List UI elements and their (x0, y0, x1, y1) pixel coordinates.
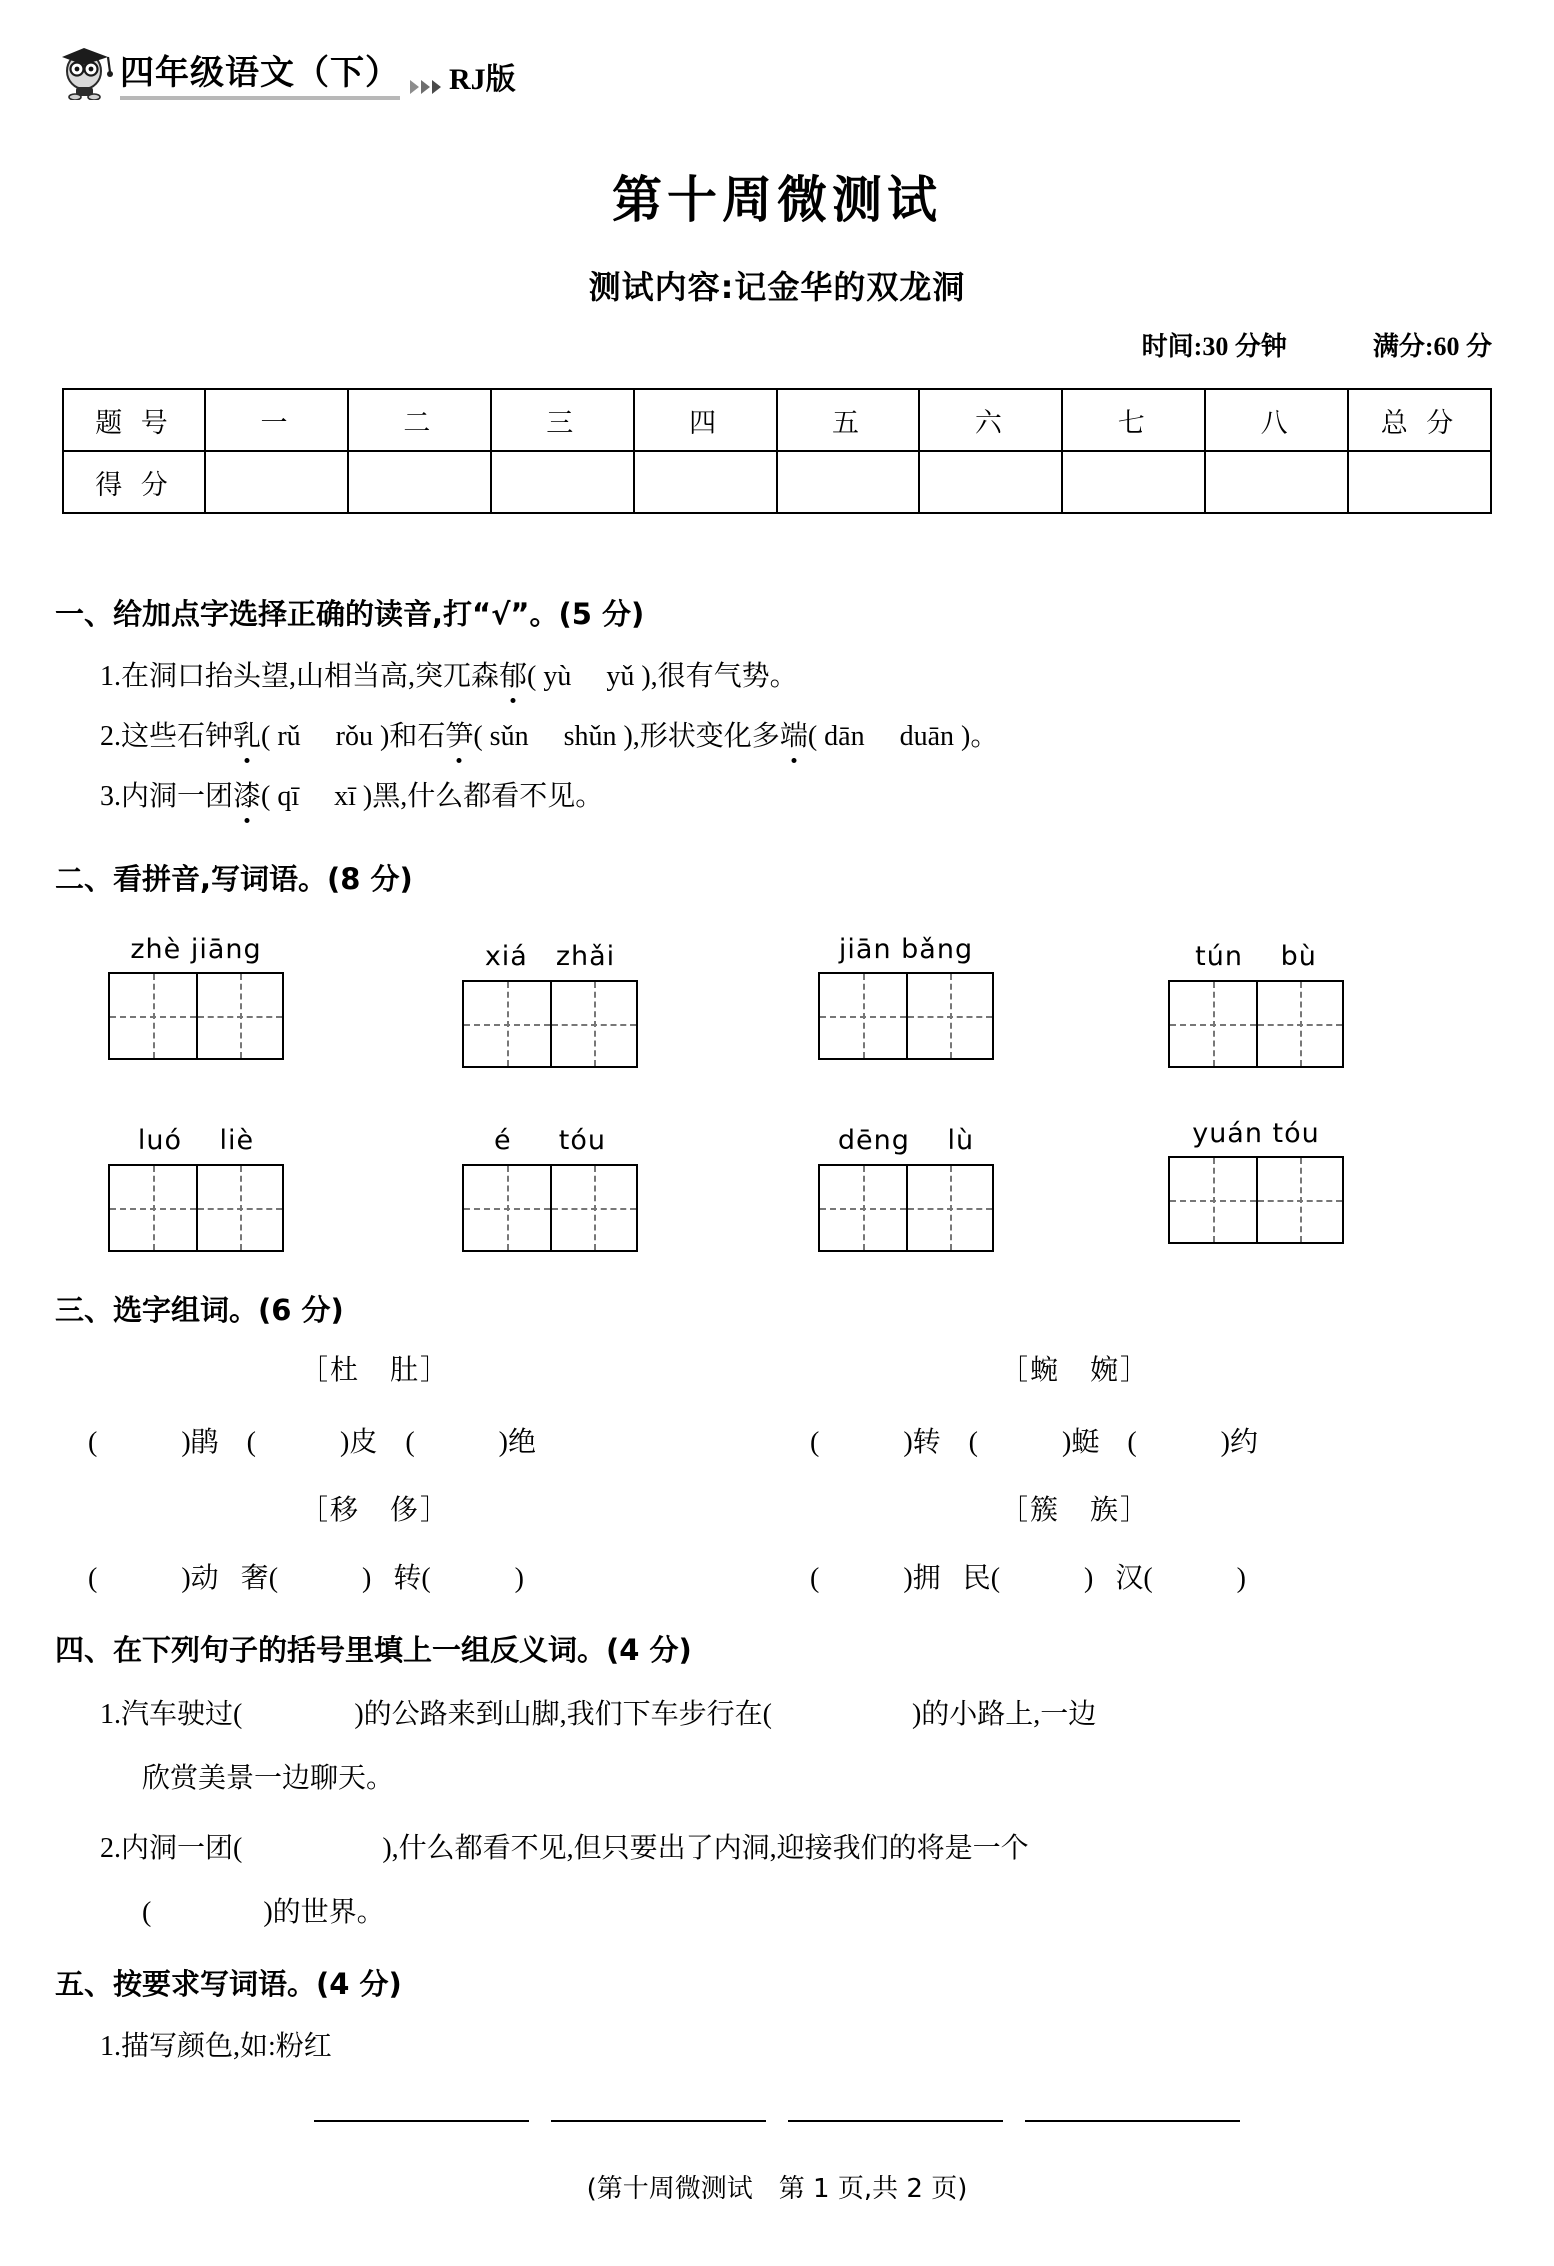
blank-paren[interactable]: ( ) (88, 1563, 191, 1594)
q4-1-text: 汽车驶过( )的公路来到山脚,我们下车步行在( )的小路上,一边 (121, 1699, 1097, 1730)
writing-grid-1[interactable] (108, 972, 284, 1060)
score-cell-6[interactable] (919, 451, 1062, 513)
graduate-mascot-icon (58, 38, 116, 100)
writing-grid-6[interactable] (462, 1164, 638, 1252)
pinyin-label-7: dēng lù (837, 1125, 975, 1156)
footer-rule (788, 2120, 1003, 2122)
q1-1-post: ( yù yǔ ),很有气势。 (527, 661, 798, 692)
chevron-right-icon (410, 80, 419, 94)
score-cell-2[interactable] (348, 451, 491, 513)
q4-1-num: 1. (100, 1699, 121, 1730)
q4-2-num: 2. (100, 1833, 121, 1864)
grid-cell[interactable] (906, 974, 992, 1058)
choose-char-1-3: 绝 (508, 1427, 537, 1458)
choose-row-1 (88, 1420, 536, 1460)
pinyin-label-1: zhè jiāng (130, 934, 262, 965)
score-cell-1[interactable] (205, 451, 348, 513)
writing-grid-2[interactable] (462, 980, 638, 1068)
score-cell-5[interactable] (777, 451, 920, 513)
choose-row-2 (810, 1420, 1258, 1460)
blank-paren[interactable]: ( ) (810, 1427, 913, 1458)
score-cell-4[interactable] (634, 451, 777, 513)
choose-char-4-3: 汉 (1115, 1563, 1144, 1594)
total-score-label: 满分:60 分 (1372, 332, 1492, 361)
q1-3-post: ( qī xī )黑,什么都看不见。 (261, 781, 604, 812)
section-heading-2: 二、看拼音,写词语。(8 分) (55, 862, 413, 896)
pinyin-label-3: jiān bǎng (838, 934, 974, 965)
edition-badge: RJ版 (449, 63, 516, 96)
pinyin-grid-group-6 (462, 1118, 638, 1252)
q1-2-mid2: ( sǔn shǔn ),形状变化多 (473, 721, 780, 752)
header-title-block (120, 54, 400, 100)
page-footer: (第十周微测试 第 1 页,共 2 页) (586, 2174, 968, 2204)
grid-cell[interactable] (550, 1166, 636, 1250)
q1-2-mid: ( rǔ rǒu )和石 (261, 721, 446, 752)
pinyin-label-8: yuán tóu (1192, 1118, 1320, 1149)
section-heading-1: 一、给加点字选择正确的读音,打“√”。(5 分) (55, 597, 645, 631)
writing-grid-3[interactable] (818, 972, 994, 1060)
pinyin-label-6: é tóu (494, 1125, 606, 1156)
col-header-total: 总 分 (1348, 389, 1491, 451)
score-cell-8[interactable] (1205, 451, 1348, 513)
grid-cell[interactable] (110, 974, 196, 1058)
q1-1-num: 1. (100, 661, 121, 692)
col-header-6: 六 (919, 389, 1062, 451)
question-4-2-line1 (100, 1826, 1029, 1866)
page-title: 第十周微测试 (612, 171, 942, 229)
q1-2-pre: 这些石钟 (121, 721, 234, 752)
blank-paren[interactable]: ( ) (990, 1563, 1094, 1594)
q1-3-num: 3. (100, 781, 121, 812)
choose-char-3-3: 转 (393, 1563, 422, 1594)
col-header-7: 七 (1062, 389, 1205, 451)
pinyin-grid-group-2 (462, 934, 638, 1068)
q1-2-num: 2. (100, 721, 121, 752)
time-limit-label: 时间:30 分钟 (1141, 332, 1287, 361)
section-heading-4: 四、在下列句子的括号里填上一组反义词。(4 分) (55, 1633, 692, 1667)
q1-3-pre: 内洞一团 (121, 781, 234, 812)
choose-char-3-1: 动 (190, 1563, 219, 1594)
blank-paren[interactable]: ( ) (421, 1563, 525, 1594)
q4-2-text: 内洞一团( ),什么都看不见,但只要出了内洞,迎接我们的将是一个 (121, 1833, 1029, 1864)
grid-cell[interactable] (110, 1166, 196, 1250)
question-1-1 (100, 654, 798, 694)
dotted-char-qi: 漆 (233, 774, 261, 814)
grid-cell[interactable] (820, 1166, 906, 1250)
blank-paren[interactable]: ( ) (218, 1427, 350, 1458)
pinyin-label-2: xiá zhǎi (484, 941, 616, 972)
chevron-right-icon-group (410, 80, 441, 94)
char-bracket-3: ［移 侈］ (300, 1495, 451, 1526)
grid-cell[interactable] (1256, 1158, 1342, 1242)
grid-cell[interactable] (550, 982, 636, 1066)
grid-cell[interactable] (196, 974, 282, 1058)
exam-meta (1142, 326, 1492, 363)
blank-paren[interactable]: ( ) (810, 1563, 913, 1594)
col-header-2: 二 (348, 389, 491, 451)
dotted-char-yu: 郁 (499, 654, 527, 694)
grid-cell[interactable] (464, 1166, 550, 1250)
col-header-5: 五 (777, 389, 920, 451)
grid-cell[interactable] (1170, 982, 1256, 1066)
choose-char-1-1: 鹃 (190, 1427, 219, 1458)
choose-char-4-1: 拥 (912, 1563, 941, 1594)
choose-char-4-2: 民 (962, 1563, 991, 1594)
pinyin-grid-group-8 (1168, 1118, 1344, 1244)
choose-char-2-3: 约 (1230, 1427, 1259, 1458)
pinyin-label-4: tún bù (1195, 941, 1317, 972)
pinyin-grid-group-4 (1168, 934, 1344, 1068)
pinyin-grid-group-5 (108, 1118, 284, 1252)
grid-cell[interactable] (196, 1166, 282, 1250)
blank-paren[interactable]: ( ) (88, 1427, 191, 1458)
question-1-3 (100, 774, 603, 814)
question-4-1-line2: 欣赏美景一边聊天。 (142, 1763, 395, 1794)
grade-subject-label: 四年级语文（下） (120, 53, 400, 93)
char-bracket-4: ［簇 族］ (1000, 1495, 1151, 1526)
char-bracket-2: ［蜿 婉］ (1000, 1355, 1151, 1386)
choose-char-2-2: 蜓 (1071, 1427, 1100, 1458)
page-subtitle: 测试内容:记金华的双龙洞 (588, 268, 966, 306)
writing-grid-8[interactable] (1168, 1156, 1344, 1244)
header-underline (120, 96, 400, 100)
blank-paren[interactable]: ( ) (1099, 1427, 1230, 1458)
choose-char-1-2: 皮 (349, 1427, 378, 1458)
grid-cell[interactable] (906, 1166, 992, 1250)
chevron-right-icon (421, 80, 430, 94)
chevron-right-icon (432, 80, 441, 94)
pinyin-label-5: luó liè (137, 1125, 255, 1156)
choose-char-3-2: 奢 (240, 1563, 269, 1594)
question-1-2 (100, 714, 998, 754)
pinyin-grid-group-7 (818, 1118, 994, 1252)
choose-row-3 (88, 1556, 524, 1596)
table-row-scores (63, 451, 1491, 513)
blank-paren[interactable]: ( ) (377, 1427, 508, 1458)
score-cell-3[interactable] (491, 451, 634, 513)
col-header-8: 八 (1205, 389, 1348, 451)
score-cell-7[interactable] (1062, 451, 1205, 513)
section-heading-5: 五、按要求写词语。(4 分) (55, 1967, 402, 2001)
q1-1-pre: 在洞口抬头望,山相当高,突兀森 (121, 661, 500, 692)
grid-cell[interactable] (1256, 982, 1342, 1066)
dotted-char-ru: 乳 (233, 714, 261, 754)
footer-rule (314, 2120, 529, 2122)
dotted-char-duan: 端 (780, 714, 808, 754)
blank-paren[interactable]: ( ) (268, 1563, 372, 1594)
row-header-question-number: 题 号 (63, 389, 205, 451)
choose-row-4 (810, 1556, 1246, 1596)
page-header (58, 38, 516, 100)
footer-rule (1025, 2120, 1240, 2122)
pinyin-grid-group-1 (108, 934, 284, 1060)
section-heading-3: 三、选字组词。(6 分) (55, 1293, 344, 1327)
pinyin-grid-group-3 (818, 934, 994, 1060)
grid-cell[interactable] (1170, 1158, 1256, 1242)
writing-grid-7[interactable] (818, 1164, 994, 1252)
choose-char-2-1: 转 (912, 1427, 941, 1458)
question-4-2-line2: ( )的世界。 (142, 1897, 385, 1928)
q5-1-num: 1. (100, 2031, 121, 2062)
question-4-1-line1 (100, 1692, 1096, 1732)
footer-rule (551, 2120, 766, 2122)
writing-grid-5[interactable] (108, 1164, 284, 1252)
writing-grid-4[interactable] (1168, 980, 1344, 1068)
score-cell-total[interactable] (1348, 451, 1491, 513)
char-bracket-1: ［杜 肚］ (300, 1355, 451, 1386)
footer-divider-group (0, 2120, 1554, 2122)
grid-cell[interactable] (820, 974, 906, 1058)
question-5-1 (100, 2024, 332, 2064)
col-header-3: 三 (491, 389, 634, 451)
q1-2-post: ( dān duān )。 (807, 721, 999, 752)
grid-cell[interactable] (464, 982, 550, 1066)
q5-1-text: 描写颜色,如:粉红 (121, 2031, 332, 2062)
score-table (62, 388, 1492, 514)
row-header-score: 得 分 (63, 451, 205, 513)
table-row-question-numbers (63, 389, 1491, 451)
blank-paren[interactable]: ( ) (1143, 1563, 1247, 1594)
col-header-1: 一 (205, 389, 348, 451)
col-header-4: 四 (634, 389, 777, 451)
blank-paren[interactable]: ( ) (940, 1427, 1072, 1458)
dotted-char-sun: 笋 (445, 714, 473, 754)
